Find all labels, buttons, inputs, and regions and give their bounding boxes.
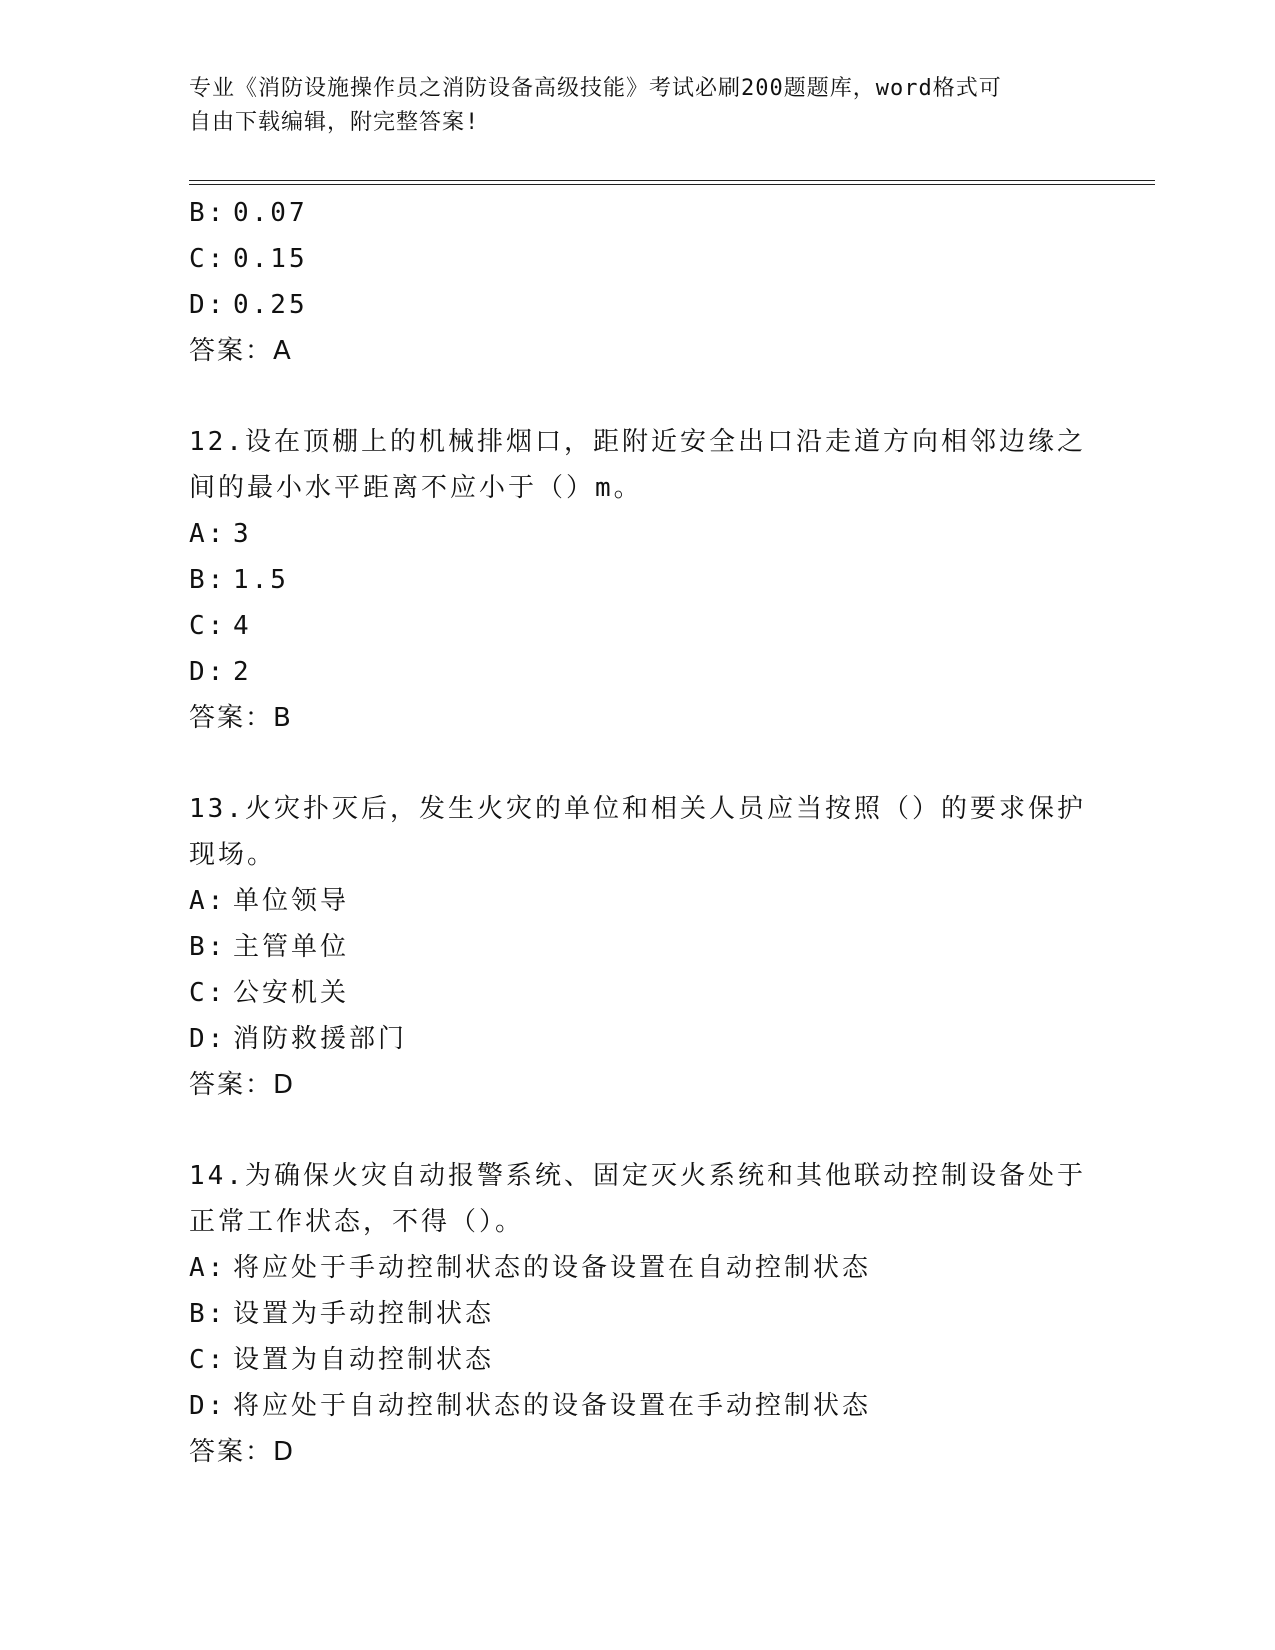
option-key: A: bbox=[189, 519, 227, 549]
option-text: 消防救援部门 bbox=[233, 1024, 408, 1054]
option-text: 将应处于自动控制状态的设备设置在手动控制状态 bbox=[233, 1391, 872, 1421]
answer-line: 答案：A bbox=[189, 336, 293, 366]
question-text-line-1: 12.设在顶棚上的机械排烟口，距附近安全出口沿走道方向相邻边缘之 bbox=[189, 427, 1086, 457]
question-text-line-2: 间的最小水平距离不应小于（）m。 bbox=[189, 473, 643, 503]
question-text bbox=[189, 1153, 1089, 1245]
option-key: B: bbox=[189, 198, 227, 228]
option-text: 主管单位 bbox=[233, 932, 350, 962]
option-text: 1.5 bbox=[233, 565, 289, 595]
document-header bbox=[189, 72, 1089, 140]
option-key: C: bbox=[189, 978, 227, 1008]
option-key: C: bbox=[189, 611, 227, 641]
option-text: 4 bbox=[233, 611, 252, 641]
option-row bbox=[189, 1337, 1089, 1383]
header-divider-top bbox=[189, 180, 1155, 181]
question-content bbox=[189, 190, 1089, 1475]
option-text: 单位领导 bbox=[233, 886, 350, 916]
question-text bbox=[189, 419, 1089, 511]
answer-line: 答案：B bbox=[189, 703, 293, 733]
option-row bbox=[189, 511, 1089, 557]
option-row bbox=[189, 603, 1089, 649]
question-12 bbox=[189, 419, 1089, 741]
header-line-1: 专业《消防设施操作员之消防设备高级技能》考试必刷200题题库，word格式可 bbox=[189, 76, 1002, 101]
option-row bbox=[189, 1016, 1089, 1062]
question-text-line-1: 14.为确保火灾自动报警系统、固定灭火系统和其他联动控制设备处于 bbox=[189, 1161, 1086, 1191]
option-key: D: bbox=[189, 290, 227, 320]
option-row bbox=[189, 970, 1089, 1016]
option-text: 0.25 bbox=[233, 290, 308, 320]
option-text: 将应处于手动控制状态的设备设置在自动控制状态 bbox=[233, 1253, 872, 1283]
option-text: 设置为自动控制状态 bbox=[233, 1345, 495, 1375]
option-text: 0.07 bbox=[233, 198, 308, 228]
question-text-line-2: 现场。 bbox=[189, 840, 277, 870]
option-row bbox=[189, 878, 1089, 924]
option-row bbox=[189, 190, 1089, 236]
question-text-line-1: 13.火灾扑灭后，发生火灾的单位和相关人员应当按照（）的要求保护 bbox=[189, 794, 1086, 824]
option-row bbox=[189, 282, 1089, 328]
option-text: 2 bbox=[233, 657, 252, 687]
question-11-continuation bbox=[189, 190, 1089, 374]
question-text bbox=[189, 786, 1089, 878]
option-key: B: bbox=[189, 565, 227, 595]
option-key: D: bbox=[189, 1024, 227, 1054]
answer-line: 答案：D bbox=[189, 1070, 296, 1100]
option-text: 0.15 bbox=[233, 244, 308, 274]
option-text: 3 bbox=[233, 519, 252, 549]
header-line-2: 自由下载编辑，附完整答案! bbox=[189, 110, 480, 135]
option-key: B: bbox=[189, 932, 227, 962]
option-row bbox=[189, 1291, 1089, 1337]
option-row bbox=[189, 1245, 1089, 1291]
option-row bbox=[189, 1383, 1089, 1429]
option-key: C: bbox=[189, 244, 227, 274]
option-key: A: bbox=[189, 1253, 227, 1283]
option-key: A: bbox=[189, 886, 227, 916]
option-key: D: bbox=[189, 1391, 227, 1421]
option-row bbox=[189, 236, 1089, 282]
option-row bbox=[189, 649, 1089, 695]
option-row bbox=[189, 924, 1089, 970]
option-key: C: bbox=[189, 1345, 227, 1375]
question-13 bbox=[189, 786, 1089, 1108]
option-key: D: bbox=[189, 657, 227, 687]
option-text: 设置为手动控制状态 bbox=[233, 1299, 495, 1329]
header-divider-bottom bbox=[189, 184, 1155, 185]
answer-line: 答案：D bbox=[189, 1437, 296, 1467]
option-row bbox=[189, 557, 1089, 603]
option-text: 公安机关 bbox=[233, 978, 350, 1008]
question-text-line-2: 正常工作状态，不得（）。 bbox=[189, 1207, 525, 1237]
question-14 bbox=[189, 1153, 1089, 1475]
option-key: B: bbox=[189, 1299, 227, 1329]
